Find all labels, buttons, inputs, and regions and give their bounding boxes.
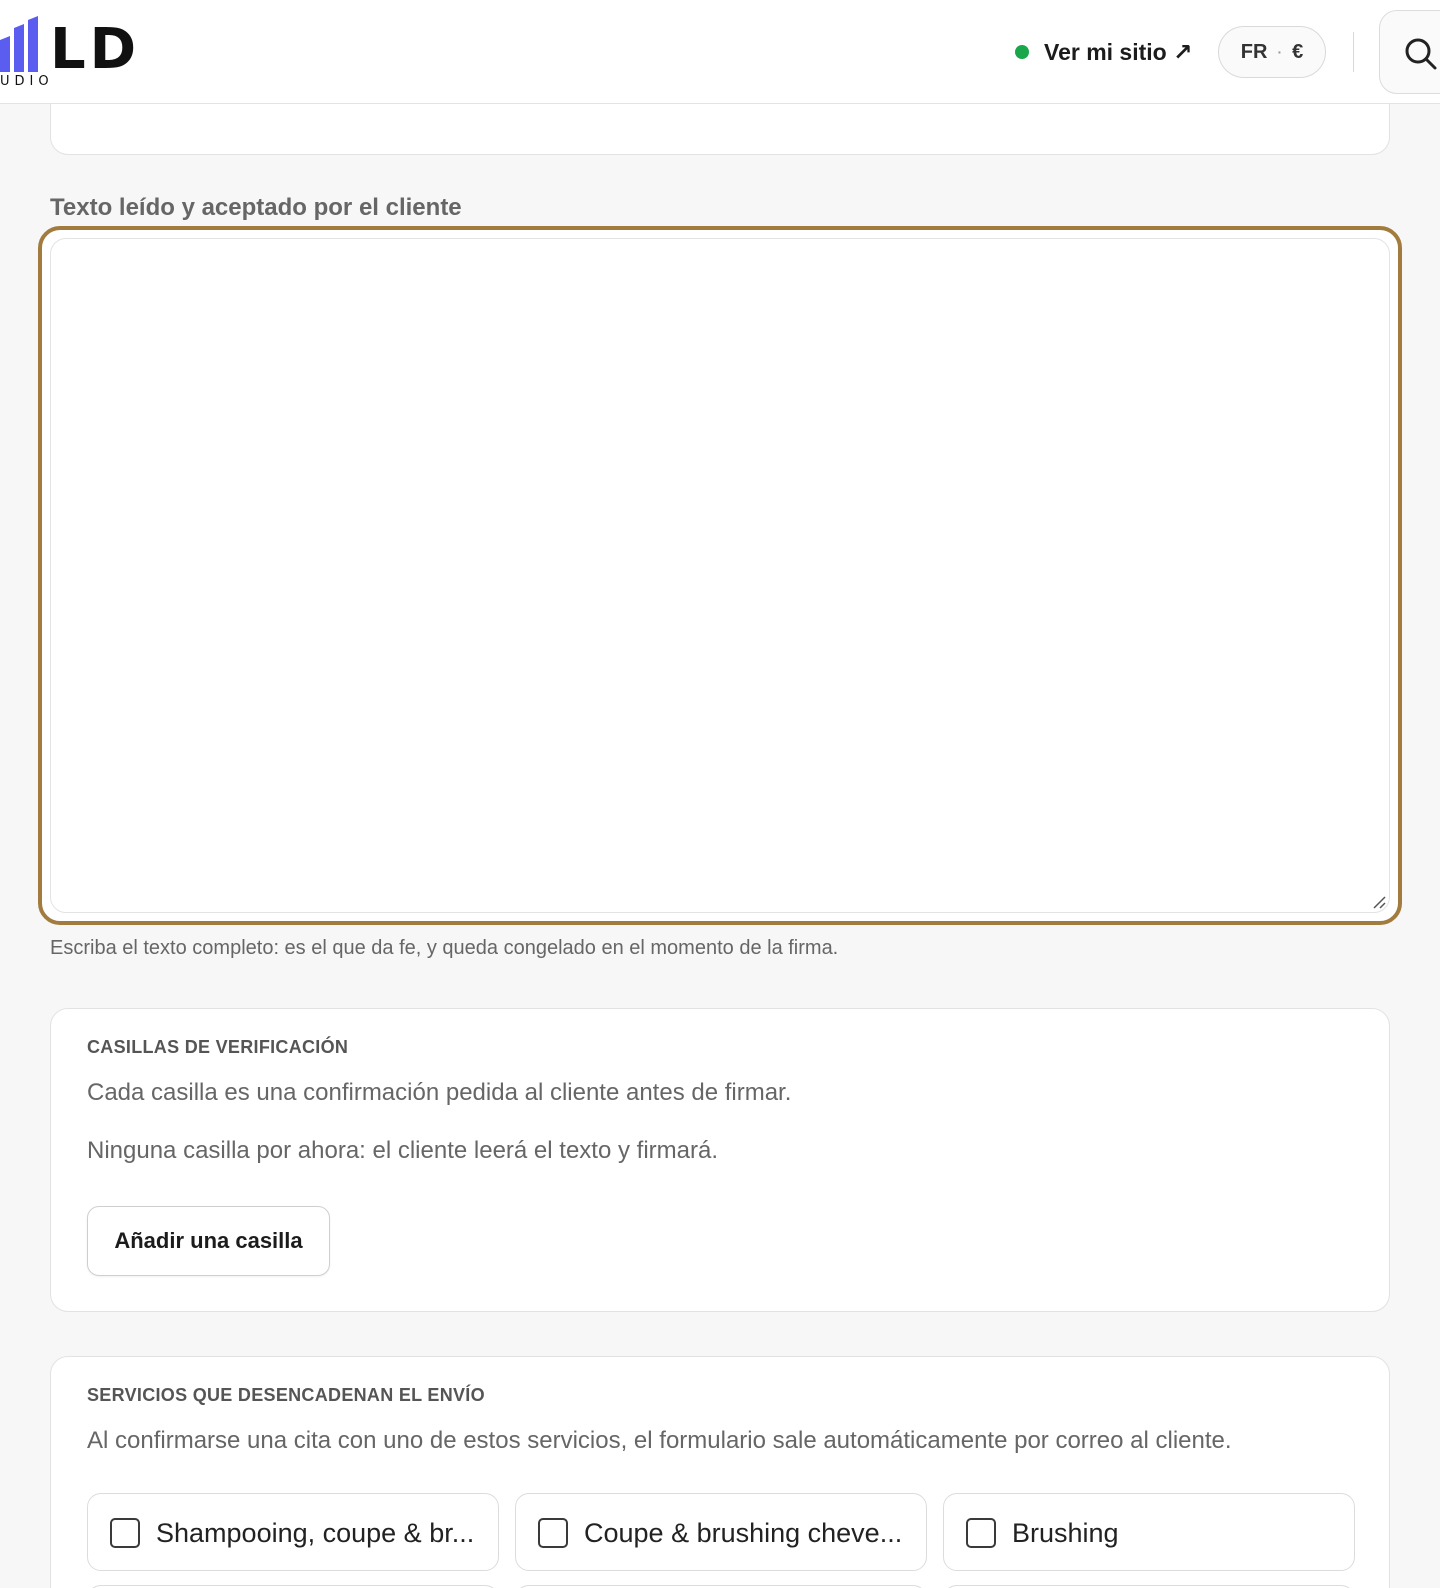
logo-bars-icon <box>0 16 42 72</box>
resize-handle-icon[interactable] <box>1372 895 1386 909</box>
service-label: Brushing <box>1012 1518 1119 1548</box>
service-option[interactable] <box>943 1493 1355 1571</box>
checkboxes-empty-state: Ninguna casilla por ahora: el cliente leerá el texto y firmará. <box>87 1137 718 1164</box>
services-title: SERVICIOS QUE DESENCADENAN EL ENVÍO <box>87 1385 485 1405</box>
services-description: Al confirmarse una cita con uno de estos servicios, el formulario sale automáticamente por correo al cliente. <box>87 1427 1232 1454</box>
consent-text-label: Texto leído y aceptado por el cliente <box>50 194 462 221</box>
header-divider <box>1353 32 1354 72</box>
service-checkbox[interactable] <box>966 1518 996 1548</box>
consent-text-focus-ring <box>38 226 1402 925</box>
logo-subtitle: UDIO <box>0 74 54 89</box>
service-option[interactable] <box>515 1493 927 1571</box>
locale-selector[interactable] <box>1218 26 1326 78</box>
services-card <box>50 1356 1390 1588</box>
locale-separator: · <box>1277 44 1283 60</box>
service-checkbox[interactable] <box>538 1518 568 1548</box>
service-checkbox[interactable] <box>110 1518 140 1548</box>
consent-text-hint: Escriba el texto completo: es el que da fe, y queda congelado en el momento de la firma. <box>50 937 839 959</box>
top-header <box>0 0 1440 104</box>
services-list <box>87 1493 1357 1571</box>
checkboxes-description: Cada casilla es una confirmación pedida al cliente antes de firmar. <box>87 1079 792 1106</box>
locale-language: FR <box>1240 40 1268 63</box>
brand-logo[interactable] <box>0 12 160 92</box>
view-site-link[interactable]: Ver mi sitio ↗ <box>1044 39 1193 65</box>
logo-wordmark: LD <box>50 17 141 82</box>
add-checkbox-button[interactable]: Añadir una casilla <box>87 1206 330 1276</box>
checkboxes-title: CASILLAS DE VERIFICACIÓN <box>87 1037 349 1057</box>
consent-text-input[interactable] <box>50 238 1390 913</box>
service-option[interactable] <box>87 1493 499 1571</box>
service-label: Shampooing, coupe & br... <box>156 1518 475 1548</box>
site-status-dot <box>1015 45 1029 59</box>
search-icon <box>1404 37 1438 71</box>
checkboxes-card <box>50 1008 1390 1312</box>
locale-currency: € <box>1292 40 1304 63</box>
search-button[interactable] <box>1379 10 1440 94</box>
service-label: Coupe & brushing cheve... <box>584 1518 903 1548</box>
